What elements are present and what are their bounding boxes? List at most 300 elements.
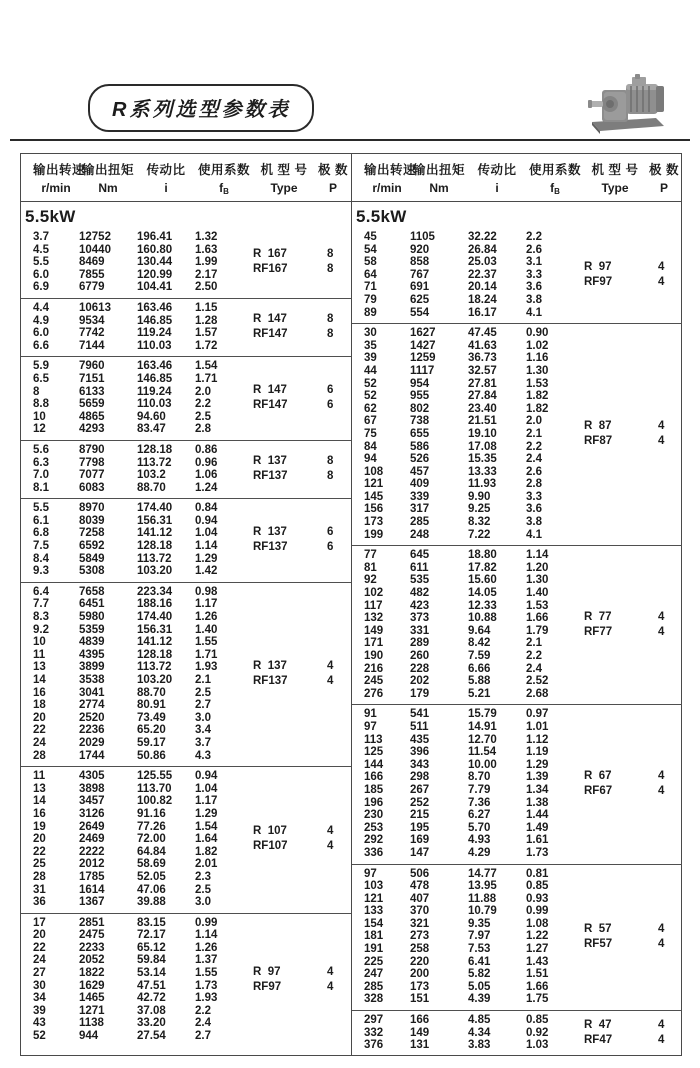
cell-speed: 84 [364,440,377,453]
cell-ratio: 17.08 [468,440,497,453]
cell-speed: 12 [33,423,46,436]
cell-factor: 1.34 [526,783,549,796]
type-label: R 97 [584,261,612,274]
cell-torque: 554 [410,306,430,319]
cell-ratio: 65.12 [137,941,166,954]
cell-ratio: 83.15 [137,916,166,929]
type-label: RF147 [253,399,288,412]
poles-column [315,360,351,436]
cell-ratio: 88.70 [137,481,166,494]
cell-ratio: 7.97 [468,930,491,943]
groups-right [352,228,682,1055]
cell-torque: 1744 [79,749,105,762]
cell-speed: 3.7 [33,231,49,243]
column-cell-ratio [137,231,195,294]
cell-torque: 8970 [79,502,105,515]
cell-speed: 191 [364,943,384,956]
cell-torque: 1614 [79,883,105,896]
cell-factor: 1.64 [195,833,218,846]
cell-ratio: 146.85 [137,314,173,327]
column-cell-ratio [137,444,195,494]
poles-column [315,502,351,578]
type-label: R 57 [584,922,612,935]
cell-speed: 25 [33,858,46,871]
cell-torque: 4293 [79,423,105,436]
cell-speed: 44 [364,364,377,377]
column-header-unit: $f_B$ [219,181,229,196]
cell-torque: 7798 [79,456,105,469]
column-header-unit: Type [270,181,298,195]
cell-ratio: 5.05 [468,980,491,993]
cell-torque: 3457 [79,795,105,808]
cell-ratio: 32.57 [468,364,497,377]
poles-value: 8 [327,248,334,261]
cell-torque: 409 [410,478,430,491]
type-label: RF47 [584,1033,613,1046]
cell-ratio: 103.20 [137,565,173,578]
cell-torque: 5659 [79,398,105,411]
cell-torque: 691 [410,281,430,294]
cell-torque: 7144 [79,339,105,352]
cell-torque: 7960 [79,360,105,373]
cell-ratio: 8.42 [468,637,491,650]
cell-factor: 2.7 [195,1030,211,1043]
cell-torque: 3898 [79,782,105,795]
type-label: RF87 [584,435,613,448]
cell-ratio: 47.06 [137,883,166,896]
cell-ratio: 10.79 [468,905,497,918]
cell-speed: 14 [33,795,46,808]
column-header-cn: 极 数 [649,163,679,177]
cell-speed: 276 [364,687,384,700]
cell-torque: 2236 [79,724,105,737]
cell-torque: 526 [410,453,430,466]
cell-torque: 2475 [79,929,105,942]
cell-speed: 4.5 [33,243,49,256]
column-cell-ratio [468,708,526,859]
cell-ratio: 100.82 [137,795,173,808]
poles-value: 4 [658,261,665,274]
cell-ratio: 188.16 [137,598,173,611]
cell-torque: 6779 [79,281,105,294]
cell-ratio: 14.05 [468,587,497,600]
cell-speed: 6.5 [33,372,49,385]
cell-factor: 1.29 [195,807,218,820]
cell-ratio: 7.22 [468,528,491,541]
cell-factor: 2.17 [195,268,218,281]
cell-torque: 147 [410,846,430,859]
cell-ratio: 130.44 [137,256,173,269]
cell-speed: 9.2 [33,623,49,636]
type-label: RF67 [584,784,613,797]
type-label: RF137 [253,470,288,483]
cell-torque: 645 [410,549,430,562]
cell-ratio: 119.24 [137,385,172,398]
column-header-unit: P [659,181,668,195]
cell-speed: 376 [364,1039,384,1052]
cell-ratio: 59.17 [137,736,166,749]
column-header-3 [195,160,253,196]
cell-factor: 0.92 [526,1026,549,1039]
poles-column [646,868,682,1007]
cell-torque: 611 [410,561,429,574]
cell-speed: 199 [364,528,384,541]
cell-factor: 0.84 [195,502,218,515]
page-title-box [88,84,314,132]
column-cell-ratio [137,302,195,352]
cell-ratio: 26.84 [468,243,497,256]
cell-speed: 20 [33,833,46,846]
column-header-4 [584,160,646,196]
cell-torque: 625 [410,293,430,306]
cell-torque: 4839 [79,636,105,649]
cell-torque: 2469 [79,833,105,846]
cell-ratio: 5.21 [468,687,491,700]
cell-speed: 28 [33,870,46,883]
gear-motor-image [586,74,668,134]
cell-speed: 230 [364,809,384,822]
cell-ratio: 73.49 [137,711,166,724]
column-header-1 [79,160,137,196]
type-label: RF147 [253,328,288,341]
cell-ratio: 11.88 [468,892,497,905]
poles-value: 4 [658,922,665,935]
column-cell-factor [526,231,584,319]
cell-torque: 343 [410,758,430,771]
cell-torque: 267 [410,783,430,796]
column-cell-torque [410,1014,468,1052]
poles-column [315,302,351,352]
cell-speed: 58 [364,256,377,269]
cell-ratio: 103.2 [137,469,166,482]
cell-speed: 8.4 [33,552,49,565]
cell-torque: 195 [410,821,430,834]
cell-torque: 10613 [79,301,111,314]
cell-ratio: 4.85 [468,1014,491,1027]
type-label: R 97 [253,965,281,978]
cell-factor: 1.17 [195,598,218,611]
cell-factor: 2.2 [526,440,542,453]
cell-factor: 1.93 [195,992,218,1005]
column-header-cn: 传动比 [477,163,517,177]
cell-speed: 6.8 [33,527,49,540]
type-label: R 137 [253,526,287,539]
type-label: R 147 [253,313,287,326]
column-header-0 [364,160,417,196]
cell-factor: 2.8 [526,478,542,491]
cell-speed: 22 [33,941,46,954]
cell-factor: 1.29 [195,552,218,565]
column-cell-factor [526,868,584,1007]
cell-factor: 2.1 [526,427,542,440]
cell-ratio: 7.79 [468,783,491,796]
cell-factor: 0.98 [195,585,218,598]
cell-speed: 18 [33,699,46,712]
cell-factor: 1.93 [195,661,218,674]
cell-factor: 1.61 [526,834,549,847]
cell-torque: 173 [410,980,430,993]
cell-ratio: 113.72 [137,456,172,469]
column-cell-factor [195,770,253,909]
cell-ratio: 23.40 [468,402,497,415]
cell-factor: 1.26 [195,941,218,954]
cell-torque: 7855 [79,268,105,281]
cell-factor: 2.1 [526,637,542,650]
type-label: RF137 [253,675,288,687]
cell-torque: 2233 [79,941,105,954]
cell-factor: 3.6 [526,281,542,294]
column-cell-factor [526,327,584,541]
cell-ratio: 11.54 [468,746,497,759]
cell-factor: 3.4 [195,724,211,737]
cell-torque: 423 [410,599,430,612]
cell-ratio: 9.90 [468,490,491,503]
column-cell-torque [79,444,137,494]
table-right-half [352,202,682,1055]
gear-group [21,913,351,1047]
cell-speed: 6.0 [33,327,49,340]
cell-factor: 2.3 [195,870,211,883]
column-cell-speed [33,302,79,352]
column-header-unit: Nm [98,181,118,195]
cell-torque: 10440 [79,243,111,256]
type-label: RF57 [584,937,613,950]
cell-torque: 7742 [79,327,105,340]
cell-factor: 1.54 [195,360,218,373]
cell-ratio: 17.82 [468,561,497,574]
cell-factor: 1.53 [526,599,549,612]
cell-factor: 1.53 [526,377,549,390]
cell-torque: 339 [410,490,430,503]
table-header [21,154,681,202]
cell-torque: 1367 [79,896,105,909]
cell-factor: 0.99 [195,916,218,929]
column-header-2 [137,160,195,196]
gear-group [21,766,351,913]
cell-speed: 62 [364,402,377,415]
gear-group [352,704,682,863]
cell-ratio: 156.31 [137,514,173,527]
table-body [21,202,681,1055]
cell-torque: 1465 [79,992,105,1005]
cell-speed: 216 [364,662,384,675]
cell-speed: 39 [33,1004,46,1017]
type-column [253,360,315,436]
cell-factor: 1.03 [526,1039,549,1052]
column-header-5 [315,160,351,196]
cell-speed: 75 [364,427,377,440]
cell-torque: 8790 [79,443,105,456]
cell-ratio: 20.14 [468,281,497,294]
cell-factor: 2.0 [195,385,211,398]
cell-speed: 6.6 [33,339,49,352]
cell-speed: 297 [364,1014,384,1027]
cell-ratio: 7.36 [468,796,491,809]
type-label: R 77 [584,610,612,623]
cell-speed: 94 [364,453,377,466]
cell-ratio: 59.84 [137,954,166,967]
cell-factor: 1.06 [195,469,218,482]
cell-ratio: 128.18 [137,540,173,553]
cell-factor: 2.2 [526,231,542,243]
cell-speed: 125 [364,746,384,759]
cell-torque: 1785 [79,870,105,883]
cell-speed: 16 [33,807,46,820]
cell-ratio: 14.91 [468,720,497,733]
type-column [253,917,315,1043]
poles-column [646,231,682,319]
cell-factor: 1.71 [195,648,218,661]
column-header-cn: 传动比 [146,163,186,177]
cell-speed: 13 [33,782,46,795]
type-column [253,586,315,762]
cell-torque: 1259 [410,352,436,365]
column-header-4 [253,160,315,196]
cell-factor: 1.75 [526,993,549,1006]
column-header-cn: 输出扭矩 [81,163,134,177]
type-column [584,1014,646,1052]
poles-value: 8 [327,328,334,341]
cell-ratio: 91.16 [137,807,166,820]
cell-torque: 396 [410,746,430,759]
cell-torque: 2052 [79,954,105,967]
cell-factor: 2.0 [526,415,542,428]
type-column [584,868,646,1007]
cell-ratio: 21.51 [468,415,497,428]
cell-torque: 331 [410,624,430,637]
poles-column [315,231,351,294]
cell-factor: 1.19 [526,746,549,759]
cell-ratio: 10.00 [468,758,497,771]
cell-ratio: 25.03 [468,256,497,269]
poles-value: 4 [658,420,665,433]
cell-torque: 1822 [79,967,105,980]
poles-column [646,708,682,859]
column-header-unit: i [495,181,499,195]
column-header-unit: r/min [41,181,71,195]
column-cell-speed [33,231,79,294]
cell-torque: 285 [410,516,430,529]
cell-speed: 7.7 [33,598,49,611]
cell-ratio: 5.70 [468,821,491,834]
column-cell-speed [33,586,79,762]
cell-torque: 2222 [79,845,105,858]
cell-factor: 1.73 [526,846,549,859]
cell-ratio: 65.20 [137,724,166,737]
cell-factor: 1.42 [195,565,218,578]
cell-factor: 1.55 [195,636,218,649]
cell-factor: 3.0 [195,711,211,724]
poles-column [646,327,682,541]
cell-torque: 273 [410,930,430,943]
cell-ratio: 27.81 [468,377,497,390]
cell-factor: 1.39 [526,771,549,784]
cell-torque: 6451 [79,598,105,611]
cell-ratio: 11.93 [468,478,497,491]
cell-speed: 54 [364,243,377,256]
groups-left [21,228,351,1055]
cell-speed: 20 [33,929,46,942]
type-column [584,549,646,700]
cell-speed: 7.5 [33,540,49,553]
column-cell-ratio [137,502,195,578]
cell-torque: 5980 [79,611,105,624]
cell-torque: 944 [79,1030,99,1043]
column-cell-speed [364,1014,410,1052]
cell-speed: 173 [364,516,384,529]
poles-value: 6 [327,399,334,412]
cell-ratio: 41.63 [468,339,497,352]
poles-value: 4 [658,435,665,448]
cell-factor: 1.30 [526,574,549,587]
cell-ratio: 12.33 [468,599,497,612]
cell-ratio: 36.73 [468,352,497,365]
cell-speed: 8.3 [33,611,49,624]
cell-speed: 52 [33,1030,46,1043]
cell-ratio: 10.88 [468,612,497,625]
cell-speed: 97 [364,867,377,880]
cell-ratio: 104.41 [137,281,173,294]
cell-factor: 3.8 [526,516,542,529]
column-cell-speed [33,360,79,436]
cell-torque: 954 [410,377,430,390]
table-header-left [21,154,352,201]
cell-speed: 103 [364,880,384,893]
cell-torque: 3041 [79,686,105,699]
column-cell-speed [33,770,79,909]
cell-factor: 1.12 [526,733,549,746]
cell-factor: 1.15 [195,301,218,314]
header-divider-line [10,139,690,141]
cell-speed: 181 [364,930,384,943]
cell-ratio: 113.72 [137,661,172,674]
poles-value: 4 [658,937,665,950]
cell-factor: 1.55 [195,967,218,980]
cell-torque: 6083 [79,481,105,494]
cell-ratio: 156.31 [137,623,173,636]
cell-factor: 1.38 [526,796,549,809]
cell-ratio: 16.17 [468,306,497,319]
cell-ratio: 27.84 [468,390,497,403]
cell-ratio: 8.32 [468,516,491,529]
cell-ratio: 125.55 [137,770,173,783]
cell-torque: 5359 [79,623,105,636]
cell-factor: 3.1 [526,256,542,269]
cell-speed: 35 [364,339,377,352]
column-header-cn: 极 数 [318,163,348,177]
cell-speed: 14 [33,674,46,686]
type-label: RF137 [253,541,288,554]
poles-value: 4 [327,825,334,838]
poles-column [315,444,351,494]
cell-torque: 200 [410,968,430,981]
poles-value: 8 [327,455,334,468]
cell-ratio: 6.41 [468,955,491,968]
poles-value: 4 [327,660,334,672]
gear-group [352,545,682,704]
poles-value: 4 [658,1033,665,1046]
type-label: RF77 [584,625,613,638]
cell-speed: 36 [33,896,46,909]
cell-torque: 1271 [79,1004,105,1017]
cell-torque: 2012 [79,858,105,871]
cell-ratio: 13.33 [468,465,497,478]
cell-speed: 144 [364,758,384,771]
cell-factor: 0.81 [526,867,549,880]
type-label: R 47 [584,1018,612,1031]
cell-factor: 1.02 [526,339,549,352]
selection-table [20,153,682,1056]
